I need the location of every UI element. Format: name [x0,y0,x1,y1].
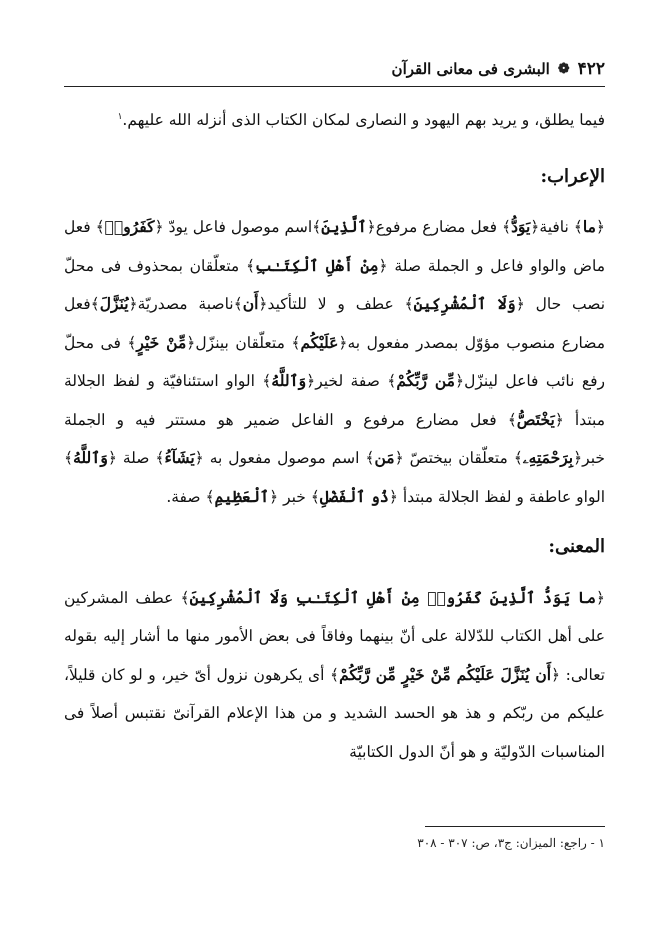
commentary-text: ﴾ فعل مضارع مرفوع﴿ [366,218,512,237]
commentary-text: ﴾ نافیة﴿ [530,218,583,237]
quran-phrase: ٱلْعَظِیمِ [214,486,270,506]
flower-ornament-icon: ❁ [557,61,570,77]
quran-phrase: بِرَحْمَتِهِۦ [522,448,574,468]
quran-phrase: مَن [374,448,395,468]
quran-phrase: ٱلَّذِینَ [321,217,367,237]
commentary-text: ﴾ متعلّقان بمحذوف فی محلّ نصب حال ﴿ [64,256,606,314]
quran-phrase: ما [582,217,596,237]
commentary-text: ﴾ متعلّقان بیختصّ ﴿ [394,449,523,468]
quran-phrase: وَلَا ٱلْمُشْرِکِینَ [413,294,516,314]
commentary-text: ﴾ الواو عاطفة و لفظ الجلالة مبتدأ ﴿ [64,449,605,506]
quran-phrase: ما یَوَدُّ ٱلَّذِینَ کَفَرُوا۟ مِنْ أَهْلِ ٱلْکِتَـٰبِ وَلَا ٱلْمُشْرِکِینَ [189,587,596,607]
iraab-heading: الإعراب: [540,165,605,187]
commentary-text: ﴾فعل مضارع منصوب مؤوّل بمصدر مفعول به﴿ [64,295,606,352]
intro-paragraph [64,98,605,140]
maana-heading: المعنی: [548,536,605,558]
quran-phrase: ذُو ٱلْفَضْلِ [319,486,389,506]
commentary-text: ﴾ فعل مضارع مرفوع و الفاعل ضمیر هو مستتر فیه و الجملة خبر﴿ [64,410,605,468]
commentary-text: ﴾اسم موصول فاعل یودّ ﴿ [154,218,322,237]
intro-text: فیما یطلق، و یرید بهم الیهود و النصاری لمکان الکتاب الذی أنزله الله علیهم. [122,111,605,130]
commentary-text: ﴾ناصبة مصدریّة﴿ [128,295,243,314]
book-title: البشری فی معانی القرآن [391,60,550,78]
quran-phrase: یُنَزَّلَ [99,294,129,314]
quran-phrase: وَٱللَّهُ [73,448,108,468]
quran-phrase: مِّن رَّبِّکُمْ [396,371,455,391]
running-header [64,56,605,82]
quran-phrase: یَشَآءُ [164,448,195,468]
commentary-text: ﴿ [595,218,605,237]
commentary-text: ﴾ صلة ﴿ [107,449,165,468]
commentary-text: ﴾ خبر ﴿ [269,487,320,506]
quran-phrase: یَخْتَصُّ [516,409,555,429]
quran-phrase: عَلَیْکُم [300,332,339,352]
iraab-paragraph [64,208,605,516]
commentary-text: ﴾ أی یکرهون نزول أیّ خیر، و لو کان قلیلاً، علیکم من ربّکم و هذ هو الحسد الشدید و من هذا الإعلام القرآنیّ نقتبس أصلاً فی المناسبات الدّولیّة و هو أنّ الدول الکتابیّة [64,665,605,761]
commentary-text: ﴾ عطف و لا للتأکید﴿ [258,295,414,314]
quran-phrase: أَن یُنَزَّلَ عَلَیْکُم مِّنْ خَیْرٍ مِّن رَّبِّکُمْ [339,664,552,684]
commentary-text: ﴾ صفة لخیر﴿ [306,372,397,391]
footnote-marker: ۱ [117,112,123,122]
commentary-text: ﴾ صفة. [166,487,215,506]
commentary-text: ﴾ متعلّقان بینزّل﴿ [186,333,301,352]
body-text [64,98,605,771]
quran-phrase: مِنْ أَهْلِ ٱلْکِتَـٰبِ [255,255,379,275]
commentary-text: ﴾ عطف المشرکین علی أهل الکتاب للدّلالة علی أنّ بینهما وفاقاً فی بعض الأمور منها ما أشار إلیه بقوله تعالی: ﴿ [64,588,605,684]
commentary-text: ﴾ اسم موصول مفعول به ﴿ [194,449,375,468]
commentary-text: ﴿ [595,588,605,607]
quran-phrase: وَٱللَّهُ [271,371,307,391]
quran-phrase: یَوَدُّ [511,217,531,237]
commentary-text: ﴾ فعل ماض والواو فاعل و الجملة صلة ﴿ [64,218,605,275]
maana-paragraph [64,579,605,772]
page-number: ۴۲۲ [577,59,605,79]
commentary-text: ﴾ الواو استئنافیّة و لفظ الجلالة مبتدأ ﴿ [64,372,605,429]
commentary-text: ﴾ فی محلّ رفع نائب فاعل لینزّل﴿ [64,333,605,391]
footnote-rule [425,826,605,827]
quran-phrase: أَن [242,294,259,314]
footnote: ۱ - راجع: المیزان: ج۳، ص: ۳۰۷ - ۳۰۸ [417,836,605,850]
quran-phrase: کَفَرُوا۟ [104,217,155,237]
header-rule [64,86,605,87]
quran-phrase: مِّنْ خَیْرٍ [136,332,187,352]
